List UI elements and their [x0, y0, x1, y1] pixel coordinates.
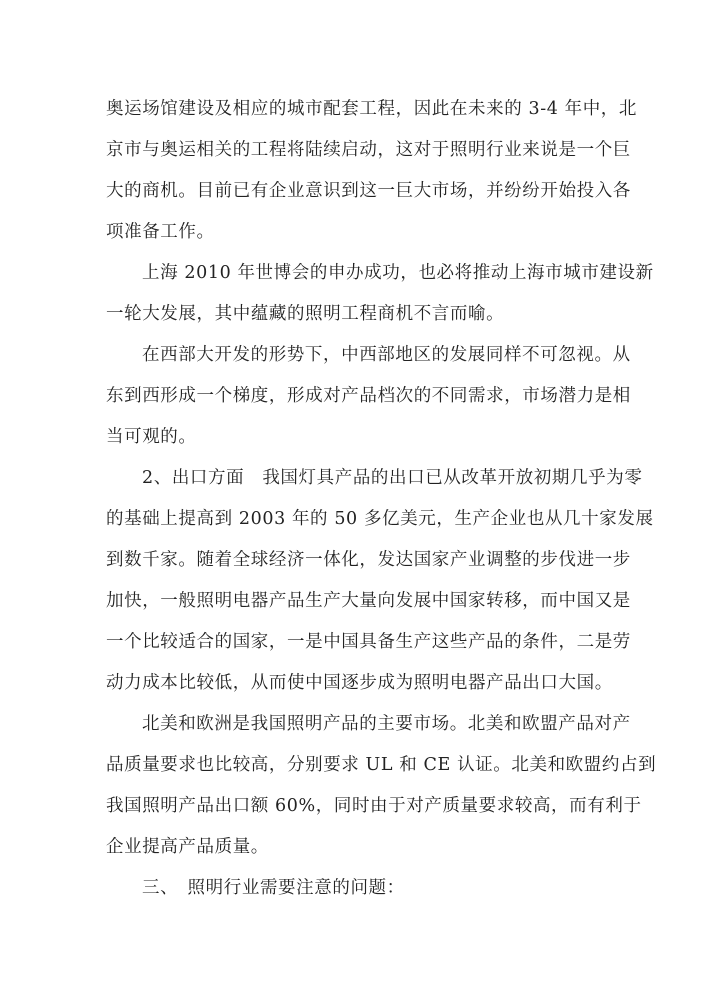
body-line: 2、出口方面 我国灯具产品的出口已从改革开放初期几乎为零 — [142, 468, 643, 488]
body-line: 加快，一般照明电器产品生产大量向发展中国家转移，而中国又是 — [106, 591, 631, 611]
body-line: 一个比较适合的国家，一是中国具备生产这些产品的条件，二是劳 — [106, 632, 631, 652]
body-line: 在西部大开发的形势下，中西部地区的发展同样不可忽视。从 — [142, 345, 631, 365]
body-line: 北美和欧洲是我国照明产品的主要市场。北美和欧盟产品对产 — [142, 714, 631, 734]
body-line: 动力成本比较低，从而使中国逐步成为照明电器产品出口大国。 — [106, 673, 613, 693]
body-line: 我国照明产品出口额 60%，同时由于对产质量要求较高，而有利于 — [106, 796, 642, 816]
body-line: 东到西形成一个梯度，形成对产品档次的不同需求，市场潜力是相 — [106, 386, 631, 406]
body-line: 到数千家。随着全球经济一体化，发达国家产业调整的步伐进一步 — [106, 550, 631, 570]
body-line: 品质量要求也比较高，分别要求 UL 和 CE 认证。北美和欧盟约占到 — [106, 755, 657, 775]
body-line: 一轮大发展，其中蕴藏的照明工程商机不言而喻。 — [106, 304, 505, 324]
body-line: 大的商机。目前已有企业意识到这一巨大市场，并纷纷开始投入各 — [106, 181, 631, 201]
body-line: 企业提高产品质量。 — [106, 837, 269, 857]
body-line: 的基础上提高到 2003 年的 50 多亿美元，生产企业也从几十家发展 — [106, 509, 654, 529]
body-line: 当可观的。 — [106, 427, 197, 447]
body-line: 项准备工作。 — [106, 222, 215, 242]
body-line: 京市与奥运相关的工程将陆续启动，这对于照明行业来说是一个巨 — [106, 140, 631, 160]
body-line: 奥运场馆建设及相应的城市配套工程，因此在未来的 3-4 年中，北 — [106, 99, 638, 119]
section-heading: 三、 照明行业需要注意的问题： — [142, 878, 405, 898]
body-line: 上海 2010 年世博会的申办成功，也必将推动上海市城市建设新 — [142, 263, 654, 283]
